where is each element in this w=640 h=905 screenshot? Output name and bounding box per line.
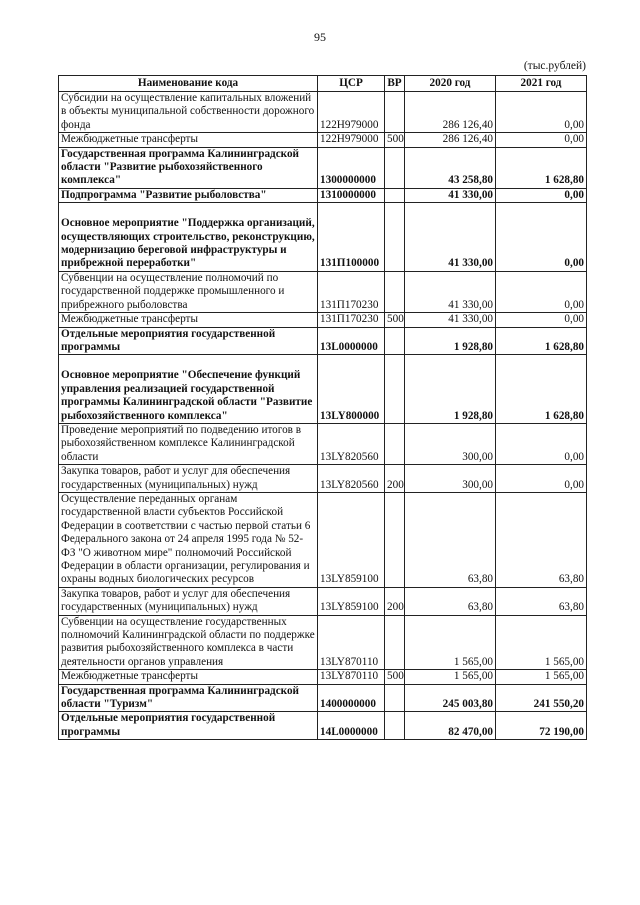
row-csr: 122Н979000 <box>318 133 385 147</box>
row-2021: 0,00 <box>496 133 587 147</box>
table-row <box>59 670 587 684</box>
row-name: Государственная программа Калининградской области "Развитие рыбохозяйственного комплекса" <box>59 147 318 188</box>
row-name: Основное мероприятие "Поддержка организаций, осуществляющих строительство, реконструкцию, модернизацию береговой инфраструктуры и прибрежной переработки" <box>59 203 318 272</box>
table-row <box>59 327 587 355</box>
row-name: Государственная программа Калининградской области "Туризм" <box>59 684 318 712</box>
table-row <box>59 355 587 424</box>
row-2021: 0,00 <box>496 423 587 464</box>
row-name: Подпрограмма "Развитие рыболовства" <box>59 188 318 202</box>
row-vr: 500 <box>385 133 405 147</box>
row-2021: 0,00 <box>496 188 587 202</box>
row-vr <box>385 147 405 188</box>
row-vr: 500 <box>385 670 405 684</box>
row-vr <box>385 327 405 355</box>
row-2021: 72 190,00 <box>496 712 587 740</box>
row-2021: 1 628,80 <box>496 327 587 355</box>
row-name: Межбюджетные трансферты <box>59 133 318 147</box>
table-row <box>59 203 587 272</box>
row-name: Осуществление переданных органам государственной власти субъектов Российской Федерации в соответствии с частью первой статьи 6 Федерального закона от 24 апреля 1995 года № 52-ФЗ "О животном мире" полномочий Российской Федерации в области организации, регулирования и охраны водных биологических ресурсов <box>59 492 318 587</box>
row-2020: 63,80 <box>405 492 496 587</box>
row-name: Закупка товаров, работ и услуг для обеспечения государственных (муниципальных) нужд <box>59 465 318 493</box>
row-csr: 13LY800000 <box>318 355 385 424</box>
table-row <box>59 92 587 133</box>
row-vr: 500 <box>385 313 405 327</box>
page-number: 95 <box>314 30 326 44</box>
row-csr: 13LY870110 <box>318 615 385 670</box>
row-2020: 63,80 <box>405 587 496 615</box>
row-csr: 13LY859100 <box>318 492 385 587</box>
row-2021: 0,00 <box>496 313 587 327</box>
table-row <box>59 271 587 312</box>
table-row <box>59 492 587 587</box>
row-csr: 13LY859100 <box>318 587 385 615</box>
row-2020: 43 258,80 <box>405 147 496 188</box>
header-2021: 2021 год <box>496 76 587 92</box>
row-vr <box>385 271 405 312</box>
row-2020: 41 330,00 <box>405 313 496 327</box>
row-name: Субвенции на осуществление полномочий по государственной поддержке промышленного и прибрежного рыболовства <box>59 271 318 312</box>
header-name: Наименование кода <box>59 76 318 92</box>
row-name: Закупка товаров, работ и услуг для обеспечения государственных (муниципальных) нужд <box>59 587 318 615</box>
row-2020: 300,00 <box>405 423 496 464</box>
row-vr <box>385 355 405 424</box>
row-2020: 1 928,80 <box>405 355 496 424</box>
row-2021: 63,80 <box>496 492 587 587</box>
row-csr: 1400000000 <box>318 684 385 712</box>
row-2021: 241 550,20 <box>496 684 587 712</box>
row-vr <box>385 92 405 133</box>
row-vr <box>385 423 405 464</box>
row-2021: 0,00 <box>496 465 587 493</box>
row-name: Межбюджетные трансферты <box>59 313 318 327</box>
row-2021: 1 565,00 <box>496 670 587 684</box>
row-csr: 13L0000000 <box>318 327 385 355</box>
table-row <box>59 313 587 327</box>
row-2020: 41 330,00 <box>405 188 496 202</box>
row-csr: 14L0000000 <box>318 712 385 740</box>
table-row <box>59 615 587 670</box>
units-label: (тыс.рублей) <box>523 60 586 72</box>
table-row <box>59 147 587 188</box>
row-2021: 63,80 <box>496 587 587 615</box>
row-name: Субсидии на осуществление капитальных вложений в объекты муниципальной собственности дорожного фонда <box>59 92 318 133</box>
row-2020: 245 003,80 <box>405 684 496 712</box>
header-2020: 2020 год <box>405 76 496 92</box>
row-2021: 0,00 <box>496 271 587 312</box>
row-csr: 131П100000 <box>318 203 385 272</box>
row-csr: 131П170230 <box>318 313 385 327</box>
table-row <box>59 133 587 147</box>
row-2021: 0,00 <box>496 203 587 272</box>
row-vr: 200 <box>385 587 405 615</box>
table-row <box>59 712 587 740</box>
row-csr: 13LY870110 <box>318 670 385 684</box>
table-row <box>59 587 587 615</box>
budget-table <box>58 75 587 740</box>
row-csr: 1300000000 <box>318 147 385 188</box>
table-row <box>59 188 587 202</box>
table-row <box>59 465 587 493</box>
row-2020: 1 565,00 <box>405 615 496 670</box>
row-2020: 1 565,00 <box>405 670 496 684</box>
row-2021: 1 565,00 <box>496 615 587 670</box>
row-name: Основное мероприятие "Обеспечение функций управления реализацией государственной программы Калининградской области "Развитие рыбохозяйственного комплекса" <box>59 355 318 424</box>
row-vr <box>385 712 405 740</box>
table-header-row <box>59 76 587 92</box>
table-row <box>59 423 587 464</box>
row-name: Отдельные мероприятия государственной программы <box>59 712 318 740</box>
row-csr: 1310000000 <box>318 188 385 202</box>
row-2020: 41 330,00 <box>405 203 496 272</box>
row-2020: 1 928,80 <box>405 327 496 355</box>
row-2021: 0,00 <box>496 92 587 133</box>
row-vr <box>385 492 405 587</box>
row-vr <box>385 188 405 202</box>
row-2020: 286 126,40 <box>405 133 496 147</box>
row-csr: 13LY820560 <box>318 465 385 493</box>
row-csr: 13LY820560 <box>318 423 385 464</box>
row-2020: 286 126,40 <box>405 92 496 133</box>
row-csr: 122Н979000 <box>318 92 385 133</box>
header-csr: ЦСР <box>318 76 385 92</box>
row-name: Проведение мероприятий по подведению итогов в рыбохозяйственном комплексе Калининградской области <box>59 423 318 464</box>
row-2021: 1 628,80 <box>496 355 587 424</box>
row-2021: 1 628,80 <box>496 147 587 188</box>
row-vr <box>385 615 405 670</box>
row-csr: 131П170230 <box>318 271 385 312</box>
row-2020: 82 470,00 <box>405 712 496 740</box>
row-2020: 300,00 <box>405 465 496 493</box>
row-vr <box>385 684 405 712</box>
row-2020: 41 330,00 <box>405 271 496 312</box>
row-name: Межбюджетные трансферты <box>59 670 318 684</box>
row-vr: 200 <box>385 465 405 493</box>
row-vr <box>385 203 405 272</box>
header-vr: ВР <box>385 76 405 92</box>
table-row <box>59 684 587 712</box>
row-name: Субвенции на осуществление государственных полномочий Калининградской области по поддержке развития рыбохозяйственного комплекса в части деятельности органов управления <box>59 615 318 670</box>
row-name: Отдельные мероприятия государственной программы <box>59 327 318 355</box>
